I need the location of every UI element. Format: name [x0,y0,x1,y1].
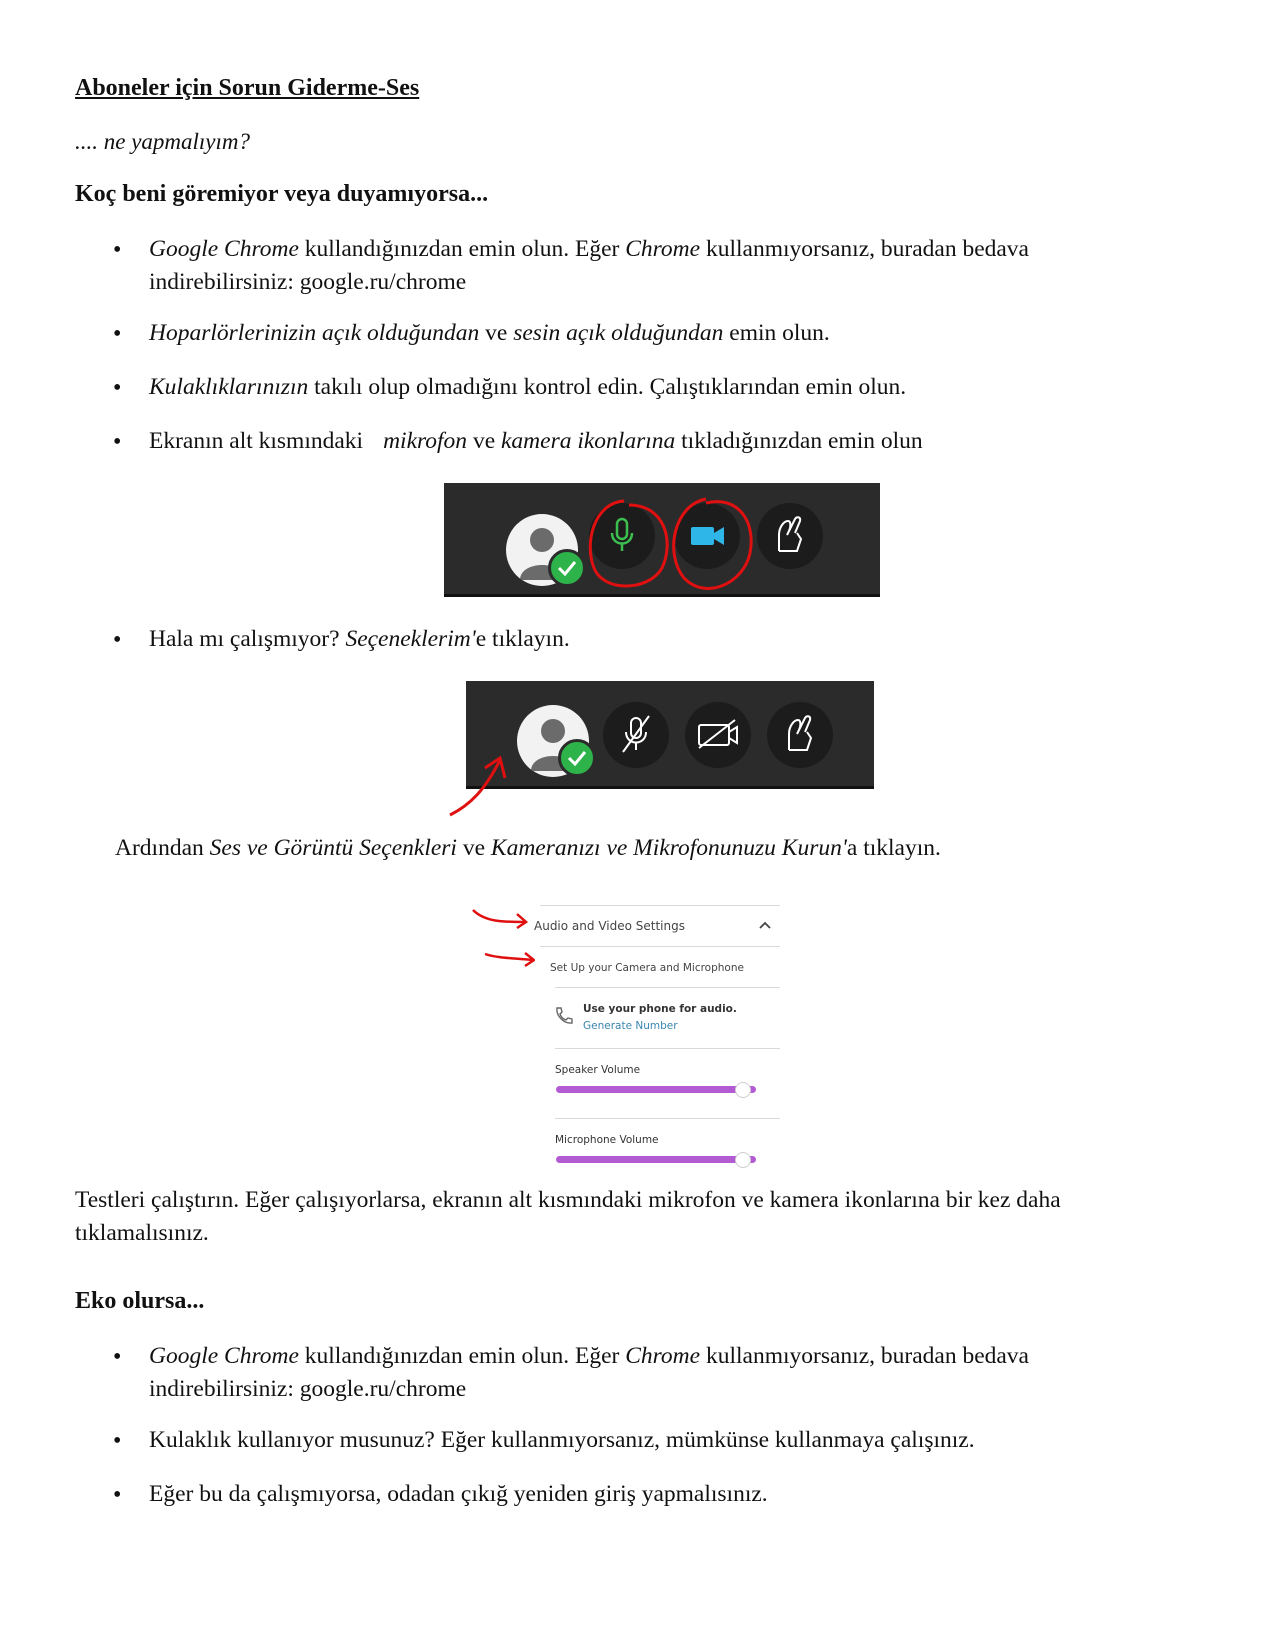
divider [555,987,780,989]
raise-hand-icon [767,702,833,768]
annotation-arrow-icon [445,750,515,820]
bullet-dot: • [113,1428,122,1454]
microphone-volume-label: Microphone Volume [555,1134,659,1146]
item-text: ve [479,320,514,346]
item-text: kullandığınızdan emin olun. Eğer [298,1343,626,1369]
list-item [149,233,1149,299]
tests-paragraph [75,1184,1195,1250]
settings-header[interactable]: Audio and Video Settings [534,919,685,933]
item-text: indirebilirsiniz: google.ru/chrome [149,269,467,295]
item-text: Eğer bu da çalışmıyorsa, odadan çıkığ yeniden giriş yapmalısınız. [149,1481,768,1507]
bullet-dot: • [113,627,122,653]
bullet-dot: • [113,321,122,347]
generate-number-link[interactable]: Generate Number [583,1020,678,1032]
session-toolbar-muted [466,681,874,789]
annotation-circles [444,483,880,597]
divider [555,1048,780,1050]
emphasis-text: Kulaklıklarınızın [149,374,309,400]
instruction-paragraph [115,832,941,865]
list-item [149,317,1149,350]
setup-camera-mic-link[interactable]: Set Up your Camera and Microphone [550,962,744,974]
chevron-up-icon[interactable] [758,920,772,930]
audio-video-settings-panel [534,905,780,1185]
list-item [149,425,1149,458]
emphasis-text: sesin açık olduğundan [513,320,724,346]
item-text: a tıklayın. [846,835,941,861]
item-text: e tıklayın. [475,626,570,652]
bullet-dot: • [113,1344,122,1370]
divider [540,946,780,948]
list-item [149,371,1149,404]
phone-audio-label: Use your phone for audio. [583,1003,737,1015]
emphasis-text: kamera ikonlarına [501,428,676,454]
microphone-volume-slider[interactable] [556,1156,756,1163]
emphasis-text: Chrome [625,236,701,262]
emphasis-text: Google Chrome [149,236,299,262]
list-item [149,623,1149,656]
list-item [149,1340,1149,1406]
emphasis-text: Hoparlörlerinizin açık olduğundan [149,320,480,346]
bullet-dot: • [113,429,122,455]
page-title: Aboneler için Sorun Giderme-Ses [75,75,420,101]
status-check-icon [558,739,596,777]
item-text: kullandığınızdan emin olun. Eğer [298,236,626,262]
item-text: Ekranın alt kısmındaki [149,428,364,454]
item-text: Testleri çalıştırın. Eğer çalışıyorlarsa, ekranın alt kısmındaki mikrofon ve kamera ikonlarına bir kez daha [75,1187,1061,1213]
emphasis-text: Ses ve Görüntü Seçenkleri [209,835,457,861]
bullet-dot: • [113,375,122,401]
section1-heading: Koç beni göremiyor veya duyamıyorsa... [75,181,489,207]
item-text: tıkladığınızdan emin olun [675,428,923,454]
item-text: ve [467,428,501,454]
section2-heading: Eko olursa... [75,1288,205,1314]
slider-handle[interactable] [735,1082,751,1098]
item-text: takılı olup olmadığını kontrol edin. Çalıştıklarından emin olun. [308,374,907,400]
emphasis-text: Chrome [625,1343,701,1369]
item-text: kullanmıyorsanız, buradan bedava [700,1343,1029,1369]
camera-button[interactable] [685,702,751,768]
speaker-volume-label: Speaker Volume [555,1064,641,1076]
emphasis-text: mikrofon [383,428,468,454]
item-text: Ardından [115,835,210,861]
item-text: Hala mı çalışmıyor? [149,626,346,652]
list-item [149,1424,1149,1457]
item-text: ve [456,835,491,861]
bullet-dot: • [113,1482,122,1508]
item-text: emin olun. [723,320,830,346]
item-text: kullanmıyorsanız, buradan bedava [700,236,1029,262]
session-toolbar-active [444,483,880,597]
emphasis-text: Seçeneklerim' [345,626,476,652]
divider [540,905,780,907]
raise-hand-button[interactable] [767,702,833,768]
page-subtitle: .... ne yapmalıyım? [75,129,251,154]
divider [555,1118,780,1120]
microphone-button[interactable] [603,702,669,768]
annotation-arrows [465,900,535,970]
speaker-volume-slider[interactable] [556,1086,756,1093]
list-item [149,1478,1149,1511]
emphasis-text: Kameranızı ve Mikrofonunuzu Kurun' [490,835,847,861]
item-text: tıklamalısınız. [75,1220,209,1246]
bullet-dot: • [113,237,122,263]
phone-icon [552,1005,574,1027]
microphone-off-icon [603,702,669,768]
camera-off-icon [685,702,751,768]
item-text: Kulaklık kullanıyor musunuz? Eğer kullanmıyorsanız, mümkünse kullanmaya çalışınız. [149,1427,975,1453]
emphasis-text: Google Chrome [149,1343,299,1369]
slider-handle[interactable] [735,1152,751,1168]
item-text: indirebilirsiniz: google.ru/chrome [149,1376,467,1402]
